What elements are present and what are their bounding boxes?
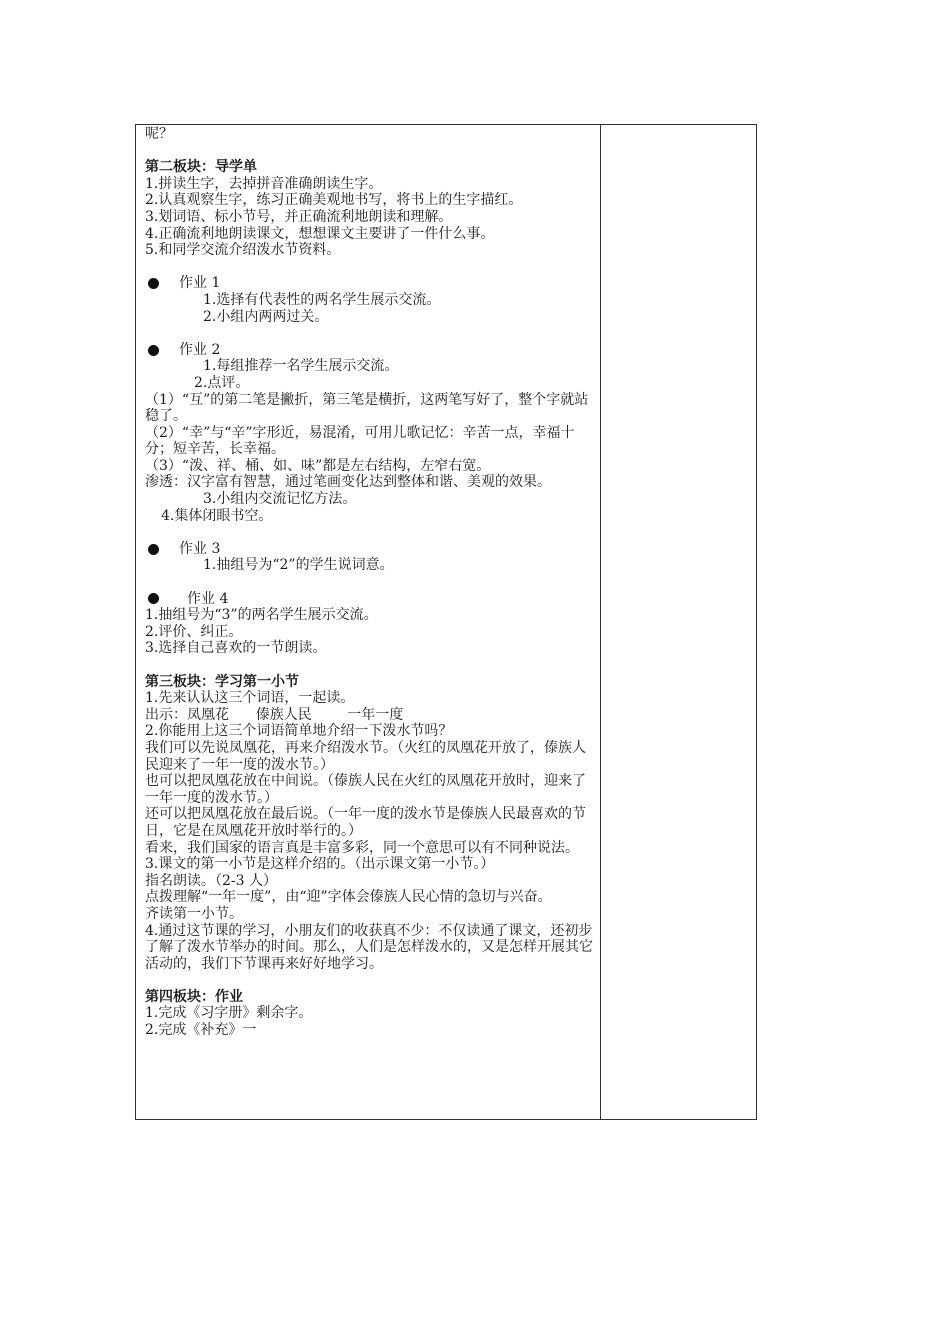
- homework-3: 作业 3: [145, 541, 597, 558]
- text-line: 1.先来认认这三个词语，一起读。: [145, 690, 355, 707]
- text-line: 出示：凤凰花 傣族人民 一年一度: [145, 706, 404, 723]
- bullet-icon: [148, 544, 159, 555]
- notes-column: [601, 125, 756, 1119]
- text-line: 呢？: [145, 126, 173, 142]
- lesson-content-cell: [145, 126, 597, 1039]
- text-paragraph: （1）“互”的第二笔是撇折，第三笔是横折，这两笔写好了，整个字就站稳了。: [145, 391, 589, 425]
- homework-4: 作业 4: [145, 591, 597, 608]
- text-line: 1.每组推荐一名学生展示交流。: [203, 358, 399, 375]
- text-paragraph: 渗透：汉字富有智慧，通过笔画变化达到整体和谐、美观的效果。: [145, 474, 551, 491]
- text-line: 1.抽组号为“2”的学生说词意。: [203, 557, 394, 574]
- text-line: 指名朗读。（2-3 人）: [145, 872, 277, 889]
- text-line: 2.评价、纠正。: [145, 623, 243, 640]
- bullet-icon: [148, 593, 159, 604]
- text-line: 2.完成《补充》一: [145, 1022, 257, 1039]
- text-paragraph: （3）“泼、祥、桶、如、味”都是左右结构，左窄右宽。: [145, 457, 491, 474]
- text-paragraph: 看来，我们国家的语言真是丰富多彩，同一个意思可以有不同种说法。: [145, 839, 579, 856]
- text-line: 2.点评。: [194, 374, 250, 391]
- bullet-icon: [148, 278, 159, 289]
- bullet-icon: [148, 345, 159, 356]
- homework-1: 作业 1: [145, 275, 597, 292]
- text-line: 2.你能用上这三个词语简单地介绍一下泼水节吗？: [145, 723, 453, 740]
- text-paragraph: 也可以把凤凰花放在中间说。（傣族人民在火红的凤凰花开放时，迎来了一年一度的泼水节。）: [145, 773, 586, 806]
- text-line: 3.小组内交流记忆方法。: [203, 491, 357, 508]
- text-line: 4.集体闭眼书空。: [161, 507, 273, 524]
- text-paragraph: 点拨理解“一年一度”，由“迎”字体会傣族人民心情的急切与兴奋。: [145, 889, 552, 906]
- text-line: 5.和同学交流介绍泼水节资料。: [145, 242, 341, 259]
- text-line: 1.完成《习字册》剩余字。: [145, 1005, 313, 1022]
- text-paragraph: （2）“幸”与“辛”字形近，易混淆，可用儿歌记忆：辛苦一点，幸福十分；短辛苦，长幸福。: [145, 424, 575, 458]
- lesson-plan-table: [135, 124, 757, 1120]
- text-paragraph: 我们可以先说凤凰花，再来介绍泼水节。（火红的凤凰花开放了，傣族人民迎来了一年一度的泼水节。）: [145, 739, 586, 773]
- section-heading-4: 第四板块：作业: [145, 988, 243, 1005]
- text-line: 1.选择有代表性的两名学生展示交流。: [203, 291, 441, 308]
- text-line: 3.划词语、标小节号，并正确流利地朗读和理解。: [145, 208, 453, 225]
- text-line: 2.认真观察生字，练习正确美观地书写，将书上的生字描红。: [145, 192, 523, 209]
- text-line: 1.抽组号为“3”的两名学生展示交流。: [145, 607, 378, 624]
- text-line: 齐读第一小节。: [145, 905, 243, 922]
- homework-2: 作业 2: [145, 342, 597, 359]
- text-line: 3.选择自己喜欢的一节朗读。: [145, 640, 327, 657]
- text-paragraph: 4.通过这节课的学习，小朋友们的收获真不少：不仅读通了课文，还初步了解了泼水节举办的时间。那么，人们是怎样泼水的，又是怎样开展其它活动的，我们下节课再来好好地学习。: [145, 922, 593, 972]
- text-paragraph: 还可以把凤凰花放在最后说。（一年一度的泼水节是傣族人民最喜欢的节日，它是在凤凰花开放时举行的。）: [145, 806, 586, 839]
- section-heading-3: 第三板块：学习第一小节: [145, 673, 299, 690]
- text-line: 1.拼读生字，去掉拼音准确朗读生字。: [145, 175, 383, 192]
- text-line: 3.课文的第一小节是这样介绍的。（出示课文第一小节。）: [145, 856, 495, 873]
- text-line: 4.正确流利地朗读课文，想想课文主要讲了一件什么事。: [145, 225, 495, 242]
- text-line: 2.小组内两两过关。: [203, 308, 329, 325]
- section-heading-2: 第二板块：导学单: [145, 159, 257, 176]
